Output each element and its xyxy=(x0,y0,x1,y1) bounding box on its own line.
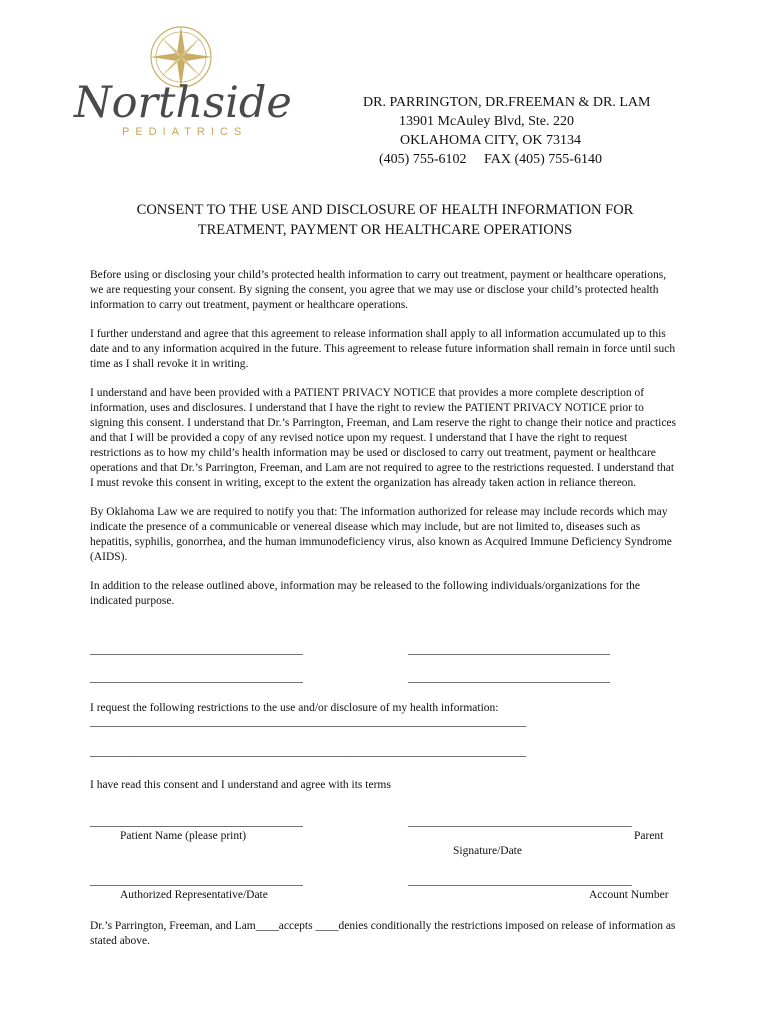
recipient-line-2-right[interactable]: _____________________________________ xyxy=(408,672,610,684)
authorized-rep-line[interactable]: _______________________________________ xyxy=(90,875,303,887)
restrictions-line-1[interactable]: ________________________________________________________________________________ xyxy=(90,716,527,728)
paragraph-release-recipients: In addition to the release outlined above, information may be released to the following individuals/organizations for the indicated purpose. xyxy=(90,580,641,607)
signature-date-label: Signature/Date xyxy=(453,845,522,857)
paragraph-agreement-scope: I further understand and agree that this agreement to release information shall apply to all information accumulated up to this date and to any information acquired in the future. This agreement to release future information shall remain in force until such time as I shall revoke it in writing. xyxy=(90,328,676,370)
paragraph-consent-request: Before using or disclosing your child’s protected health information to carry out treatment, payment or healthcare operations, we are requesting your consent. By signing the consent, you agree that we may use or disclose your child’s protected health information to carry out treatment, payment or healthcare operations. xyxy=(90,269,667,311)
street-line: 13901 McAuley Blvd, Ste. 220 xyxy=(399,114,574,129)
practice-logo xyxy=(74,22,294,142)
recipient-line-2-left[interactable]: _______________________________________ xyxy=(90,672,303,684)
consent-body xyxy=(90,268,680,623)
city-line: OKLAHOMA CITY, OK 73134 xyxy=(400,133,581,148)
parent-label: Parent xyxy=(634,830,664,842)
phone-fax-line: (405) 755-6102 FAX (405) 755-6140 xyxy=(379,152,602,167)
parent-signature-line[interactable]: _________________________________________ xyxy=(408,816,632,828)
authorized-rep-label: Authorized Representative/Date xyxy=(120,889,268,901)
paragraph-oklahoma-law: By Oklahoma Law we are required to notify you that: The information authorized for release may include records which may indicate the presence of a communicable or venereal disease which may include, but are not limited to, diseases such as hepatitis, syphilis, gonorrhea, and the human immunodeficiency virus, also known as Acquired Immune Deficiency Syndrome (AIDS). xyxy=(90,506,672,563)
doctors-line: DR. PARRINGTON, DR.FREEMAN & DR. LAM xyxy=(363,95,651,110)
document-title xyxy=(100,200,670,240)
patient-name-line[interactable]: _______________________________________ xyxy=(90,816,303,828)
title-line-1: CONSENT TO THE USE AND DISCLOSURE OF HEALTH INFORMATION FOR xyxy=(136,202,634,218)
account-number-line[interactable]: _________________________________________ xyxy=(408,875,632,887)
paragraph-privacy-notice: I understand and have been provided with a PATIENT PRIVACY NOTICE that provides a more complete description of information, uses and disclosures. I understand that I have the right to review the PATIENT PRIVACY NOTICE prior to signing this consent. I understand that Dr.’s Parrington, Freeman, and Lam reserve the right to change their notice and practices and that I will be provided a copy of any revised notice upon my request. I understand that I have the right to request restrictions as to how my child’s health information may be used or disclosed to carry out treatment, payment or healthcare operations and that Dr.’s Parrington, Freeman, and Lam are not required to agree to the restrictions requested. I understand that I must revoke this consent in writing, except to the extent the organization has already taken action in reliance thereon. xyxy=(90,387,677,489)
restrictions-label: I request the following restrictions to the use and/or disclosure of my health information: xyxy=(90,702,499,714)
footer-text: Dr.’s Parrington, Freeman, and Lam____accepts ____denies conditionally the restrictions imposed on release of information as stated above. xyxy=(90,920,676,947)
practice-address-block xyxy=(363,93,683,169)
recipient-line-1-left[interactable]: _______________________________________ xyxy=(90,644,303,656)
footer-restrictions-decision xyxy=(90,919,680,963)
logo-subtitle: PEDIATRICS xyxy=(122,126,248,138)
patient-name-label: Patient Name (please print) xyxy=(120,830,247,842)
recipient-line-1-right[interactable]: _____________________________________ xyxy=(408,644,610,656)
logo-wordmark: Northside xyxy=(74,78,292,128)
title-line-2: TREATMENT, PAYMENT OR HEALTHCARE OPERATIONS xyxy=(197,222,573,238)
restrictions-line-2[interactable]: ________________________________________________________________________________ xyxy=(90,746,527,758)
consent-statement: I have read this consent and I understand and agree with its terms xyxy=(90,779,391,791)
account-number-label: Account Number xyxy=(589,889,669,901)
